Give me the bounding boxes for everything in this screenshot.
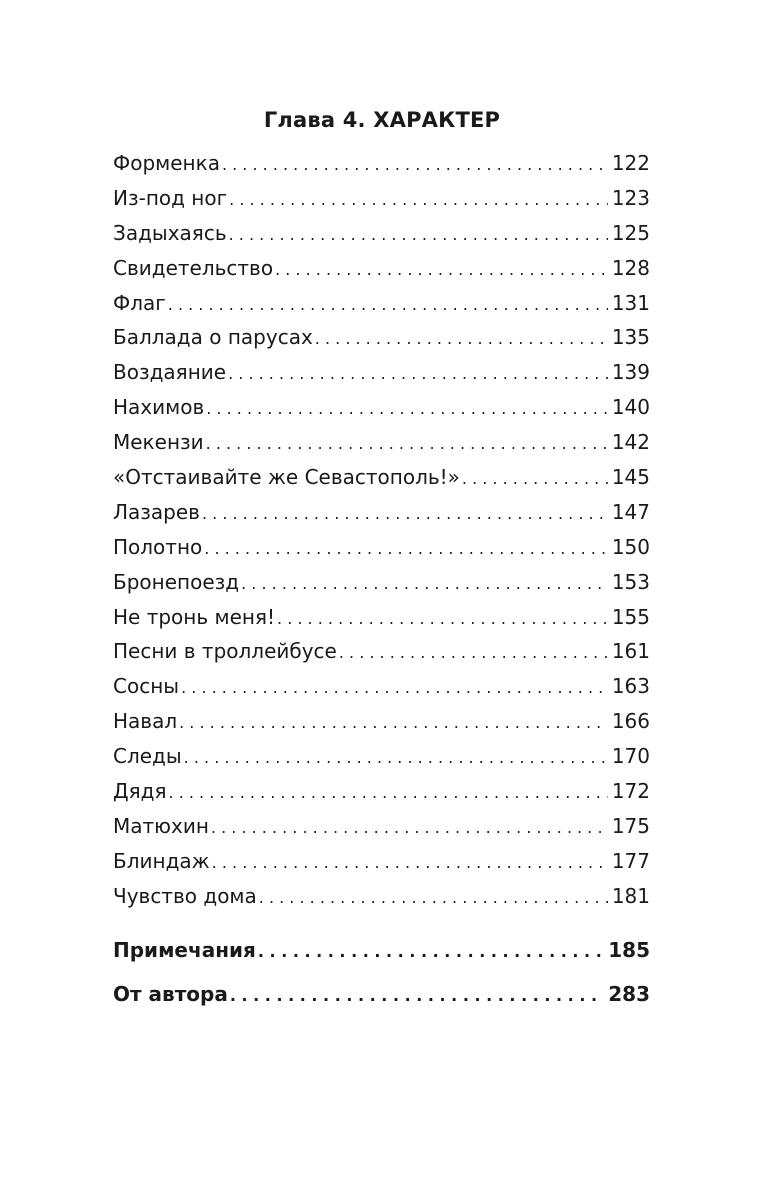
toc-entry-page: 177 <box>611 848 650 873</box>
toc-entry-page: 147 <box>611 499 650 524</box>
toc-entry-page: 172 <box>611 779 650 804</box>
toc-entry-page: 123 <box>611 185 650 210</box>
dot-leader <box>202 500 608 524</box>
toc-entry-page: 135 <box>611 325 650 350</box>
dot-leader <box>181 674 608 698</box>
toc-entry-page: 185 <box>608 938 650 962</box>
toc-entry-title: Свидетельство <box>113 255 274 280</box>
toc-entry[interactable] <box>113 709 650 744</box>
toc-entry-page: 166 <box>611 709 650 734</box>
toc-entry-title: Из-под ног <box>113 185 228 210</box>
toc-entry-title: Лазарев <box>113 499 200 524</box>
toc-entry-title: Форменка <box>113 151 220 175</box>
toc-entry-title: Матюхин <box>113 813 209 838</box>
dot-leader <box>241 570 608 594</box>
dot-leader <box>169 779 608 803</box>
dot-leader <box>184 744 608 768</box>
toc-entry-page: 155 <box>611 604 650 629</box>
dot-leader <box>222 151 608 175</box>
toc-entry-title: Чувство дома <box>113 883 257 908</box>
dot-leader <box>259 884 608 908</box>
toc-entry[interactable] <box>113 779 650 814</box>
dot-leader <box>228 360 608 384</box>
toc-entry-title: Флаг <box>113 290 166 315</box>
toc-entry-page: 175 <box>611 813 650 838</box>
toc-entry[interactable] <box>113 674 650 709</box>
toc-entry-notes[interactable] <box>113 938 650 982</box>
toc-entry-page: 153 <box>611 569 650 594</box>
toc-entry-title: «Отстаивайте же Севастополь!» <box>113 465 460 490</box>
dot-leader <box>462 465 608 489</box>
toc-entry[interactable] <box>113 325 650 360</box>
toc-entry[interactable] <box>113 605 650 640</box>
toc-entry-page: 122 <box>611 151 650 175</box>
toc-entry-title: Воздаяние <box>113 360 227 385</box>
toc-entry[interactable] <box>113 151 650 186</box>
toc-entry-page: 125 <box>611 220 650 245</box>
dot-leader <box>168 291 608 315</box>
toc-entry[interactable] <box>113 570 650 605</box>
dot-leader <box>212 849 608 873</box>
toc-entry-page: 139 <box>611 360 650 385</box>
dot-leader <box>229 186 608 210</box>
toc-entry-title: Мекензи <box>113 430 204 455</box>
dot-leader <box>315 325 608 349</box>
toc-entry-title: Нахимов <box>113 395 205 420</box>
toc-entry[interactable] <box>113 395 650 430</box>
toc-entry-title: Блиндаж <box>113 848 210 873</box>
toc-entry-page: 145 <box>611 465 650 490</box>
dot-leader <box>275 256 608 280</box>
toc-entry[interactable] <box>113 535 650 570</box>
dot-leader <box>206 395 608 419</box>
toc-entry-title: Задыхаясь <box>113 220 227 245</box>
toc-entry-title: Сосны <box>113 674 180 699</box>
toc-entry-title: Примечания <box>113 938 256 962</box>
toc-entry[interactable] <box>113 465 650 500</box>
dot-leader <box>230 982 604 1006</box>
dot-leader <box>204 535 608 559</box>
toc-entry[interactable] <box>113 221 650 256</box>
toc-entry-from-author[interactable] <box>113 982 650 1026</box>
dot-leader <box>179 709 608 733</box>
toc-entry[interactable] <box>113 291 650 326</box>
toc-entry-page: 181 <box>611 883 650 908</box>
toc-entry-title: Бронепоезд <box>113 569 240 594</box>
toc-entry-page: 170 <box>611 744 650 769</box>
toc-entry-title: Песни в троллейбусе <box>113 639 337 664</box>
toc-entry-page: 283 <box>608 981 650 1006</box>
toc-entry-page: 150 <box>611 534 650 559</box>
dot-leader <box>229 221 608 245</box>
toc-entry-page: 131 <box>611 290 650 315</box>
toc-entry-page: 128 <box>611 255 650 280</box>
toc-entry[interactable] <box>113 360 650 395</box>
table-of-contents <box>113 151 650 919</box>
toc-entry-title: От автора <box>113 981 228 1006</box>
toc-entry-title: Полотно <box>113 534 203 559</box>
toc-entry[interactable] <box>113 500 650 535</box>
toc-entry[interactable] <box>113 639 650 674</box>
toc-entry-title: Не тронь меня! <box>113 604 276 629</box>
toc-entry[interactable] <box>113 256 650 291</box>
dot-leader <box>211 814 608 838</box>
dot-leader <box>258 938 604 962</box>
toc-entry-page: 163 <box>611 674 650 699</box>
toc-entry[interactable] <box>113 849 650 884</box>
toc-entry[interactable] <box>113 884 650 919</box>
toc-entry-page: 140 <box>611 395 650 420</box>
toc-entry-title: Баллада о парусах <box>113 325 313 350</box>
dot-leader <box>277 605 608 629</box>
toc-entry[interactable] <box>113 814 650 849</box>
toc-entry-title: Дядя <box>113 779 167 804</box>
chapter-title: Глава 4. ХАРАКТЕР <box>263 108 501 132</box>
back-matter-contents <box>113 938 650 1025</box>
toc-entry-title: Следы <box>113 744 182 769</box>
toc-entry-title: Навал <box>113 709 178 734</box>
toc-entry-page: 161 <box>611 639 650 664</box>
toc-entry-page: 142 <box>611 430 650 455</box>
toc-entry[interactable] <box>113 744 650 779</box>
toc-entry[interactable] <box>113 430 650 465</box>
dot-leader <box>339 639 608 663</box>
toc-entry[interactable] <box>113 186 650 221</box>
dot-leader <box>206 430 608 454</box>
